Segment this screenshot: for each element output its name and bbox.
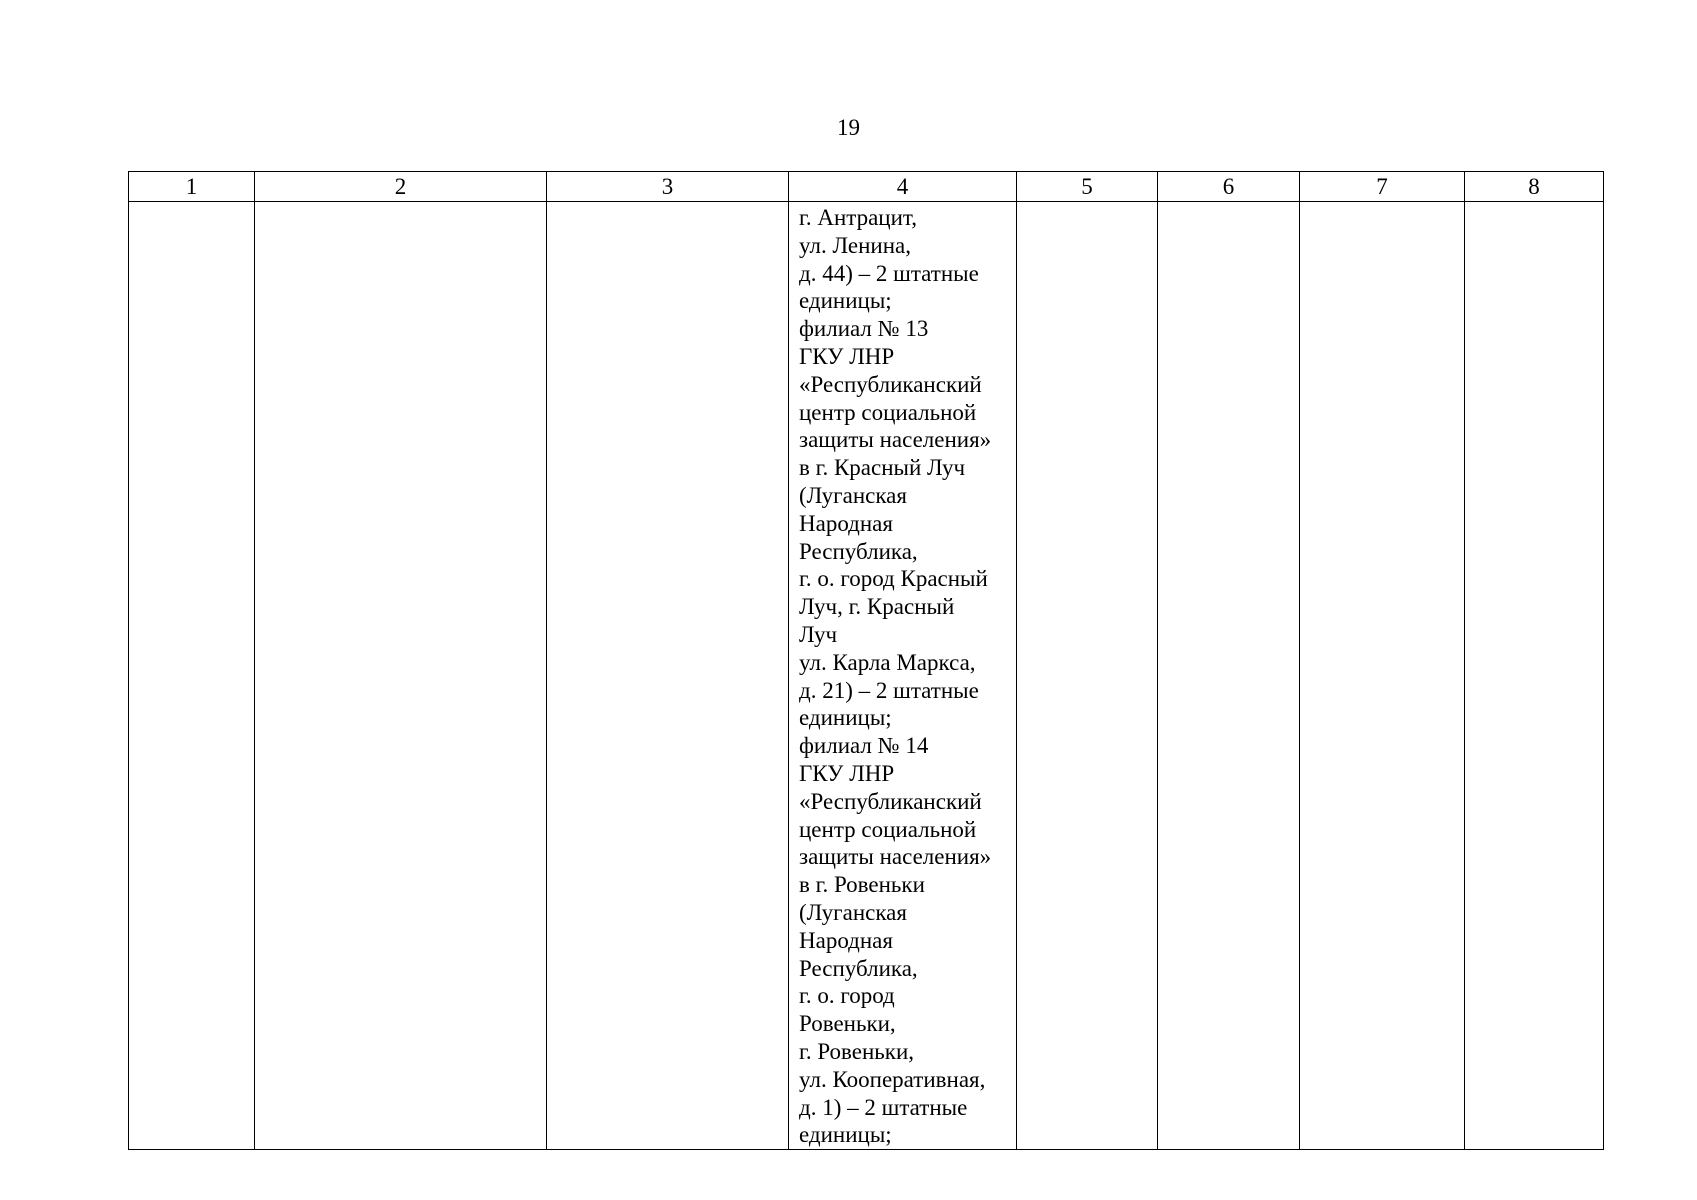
table-cell-col1	[129, 202, 255, 1150]
column-header-4: 4	[789, 172, 1017, 202]
column-header-1: 1	[129, 172, 255, 202]
branch-list-text	[789, 202, 1016, 1149]
column-header-8: 8	[1465, 172, 1604, 202]
table-cell-col7	[1300, 202, 1465, 1150]
table-header-row	[129, 172, 1604, 202]
document-table	[128, 171, 1604, 1150]
cell-text-line: д. 1) – 2 штатные	[799, 1094, 968, 1120]
cell-text-line: защиты населения»	[799, 844, 992, 870]
cell-text-line: Народная	[799, 927, 893, 953]
cell-text-line: д. 44) – 2 штатные	[799, 260, 979, 286]
cell-text-line: единицы;	[799, 288, 892, 314]
column-header-3: 3	[547, 172, 789, 202]
cell-text-line: единицы;	[799, 705, 892, 731]
table-cell-col5	[1017, 202, 1158, 1150]
cell-text-line: единицы;	[799, 1122, 892, 1148]
cell-text-line: защиты населения»	[799, 427, 992, 453]
cell-text-line: Луч	[799, 621, 838, 647]
cell-text-line: ул. Ленина,	[799, 232, 912, 258]
cell-text-line: г. о. город Красный	[799, 566, 988, 592]
cell-text-line: г. Антрацит,	[799, 205, 917, 230]
cell-text-line: в г. Красный Луч	[799, 455, 966, 481]
table-cell-col6	[1158, 202, 1300, 1150]
table-cell-col2	[255, 202, 547, 1150]
cell-text-line: д. 21) – 2 штатные	[799, 677, 979, 703]
cell-text-line: центр социальной	[799, 816, 977, 842]
cell-text-line: (Луганская	[799, 482, 907, 508]
cell-text-line: г. о. город	[799, 983, 895, 1009]
cell-text-line: Республика,	[799, 538, 918, 564]
cell-text-line: «Республиканский	[799, 788, 982, 814]
cell-text-line: Республика,	[799, 955, 918, 981]
page-number: 19	[837, 115, 860, 140]
table-cell-col4	[789, 202, 1017, 1150]
table-cell-col8	[1465, 202, 1604, 1150]
column-header-6: 6	[1158, 172, 1300, 202]
cell-text-line: ГКУ ЛНР	[799, 343, 895, 369]
cell-text-line: ул. Карла Маркса,	[799, 649, 976, 675]
cell-text-line: Луч, г. Красный	[799, 594, 955, 620]
cell-text-line: «Республиканский	[799, 371, 982, 397]
column-header-5: 5	[1017, 172, 1158, 202]
cell-text-line: в г. Ровеньки	[799, 872, 925, 898]
cell-text-line: филиал № 13	[799, 316, 929, 342]
cell-text-line: ГКУ ЛНР	[799, 760, 895, 786]
table-row	[129, 202, 1604, 1150]
column-header-7: 7	[1300, 172, 1465, 202]
cell-text-line: (Луганская	[799, 899, 907, 925]
table-cell-col3	[547, 202, 789, 1150]
cell-text-line: ул. Кооперативная,	[799, 1066, 986, 1092]
column-header-2: 2	[255, 172, 547, 202]
cell-text-line: Ровеньки,	[799, 1011, 896, 1037]
cell-text-line: центр социальной	[799, 399, 977, 425]
cell-text-line: г. Ровеньки,	[799, 1038, 915, 1064]
cell-text-line: филиал № 14	[799, 733, 929, 759]
cell-text-line: Народная	[799, 510, 893, 536]
